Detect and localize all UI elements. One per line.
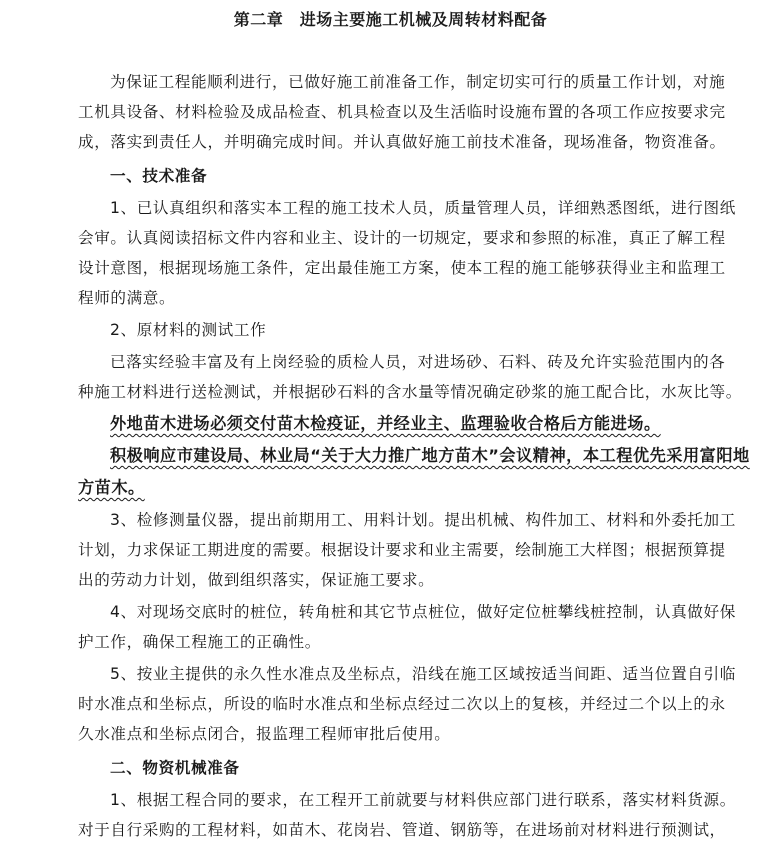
paragraph-line: 程师的满意。 xyxy=(78,289,176,307)
emphasized-line: 外地苗木进场必须交付苗木检疫证，并经业主、监理验收合格后方能进场。 xyxy=(110,414,661,433)
paragraph-line: 4、对现场交底时的桩位，转角桩和其它节点桩位，做好定位桩攀线桩控制，认真做好保 xyxy=(110,603,736,621)
chapter-title: 第二章 进场主要施工机械及周转材料配备 xyxy=(233,10,548,29)
paragraph-line: 1、根据工程合同的要求，在工程开工前就要与材料供应部门进行联系，落实材料货源。 xyxy=(110,791,736,809)
paragraph-line: 已落实经验丰富及有上岗经验的质检人员，对进场砂、石料、砖及允许实验范围内的各 xyxy=(110,353,726,371)
subsection-heading: 2、原材料的测试工作 xyxy=(110,321,267,339)
paragraph-line: 计划，力求保证工期进度的需要。根据设计要求和业主需要，绘制施工大样图；根据预算提 xyxy=(78,541,726,559)
paragraph-line: 会审。认真阅读招标文件内容和业主、设计的一切规定，要求和参照的标准，真正了解工程 xyxy=(78,229,726,247)
emphasized-line: 方苗木。 xyxy=(78,478,145,497)
paragraph-line: 种施工材料进行送检测试，并根据砂石料的含水量等情况确定砂浆的施工配合比，水灰比等。 xyxy=(78,383,742,401)
paragraph-line: 时水准点和坐标点，所设的临时水准点和坐标点经过二次以上的复核，并经过二个以上的永 xyxy=(78,695,726,713)
paragraph-line: 工机具设备、材料检验及成品检查、机具检查以及生活临时设施布置的各项工作应按要求完 xyxy=(78,103,726,121)
paragraph-line: 为保证工程能顺利进行，已做好施工前准备工作，制定切实可行的质量工作计划，对施 xyxy=(110,73,726,91)
paragraph-line: 成，落实到责任人，并明确完成时间。并认真做好施工前技术准备，现场准备，物资准备。 xyxy=(78,133,726,151)
paragraph-line: 3、检修测量仪器，提出前期用工、用料计划。提出机械、构件加工、材料和外委托加工 xyxy=(110,511,736,529)
section-heading: 二、物资机械准备 xyxy=(110,759,240,777)
emphasized-line: 积极响应市建设局、林业局“关于大力推广地方苗木”会议精神，本工程优先采用富阳地 xyxy=(110,446,750,465)
paragraph-line: 设计意图，根据现场施工条件，定出最佳施工方案，使本工程的施工能够获得业主和监理工 xyxy=(78,259,726,277)
section-heading: 一、技术准备 xyxy=(110,167,208,185)
paragraph-line: 久水准点和坐标点闭合，报监理工程师审批后使用。 xyxy=(78,725,451,743)
paragraph-line: 出的劳动力计划，做到组织落实，保证施工要求。 xyxy=(78,571,435,589)
paragraph-line: 对于自行采购的工程材料，如苗木、花岗岩、管道、钢筋等，在进场前对材料进行预测试， xyxy=(78,821,726,839)
paragraph-line: 1、已认真组织和落实本工程的施工技术人员，质量管理人员，详细熟悉图纸，进行图纸 xyxy=(110,199,736,217)
paragraph-line: 护工作，确保工程施工的正确性。 xyxy=(78,633,321,651)
paragraph-line: 5、按业主提供的永久性水准点及坐标点，沿线在施工区域按适当间距、适当位置自引临 xyxy=(110,665,736,683)
